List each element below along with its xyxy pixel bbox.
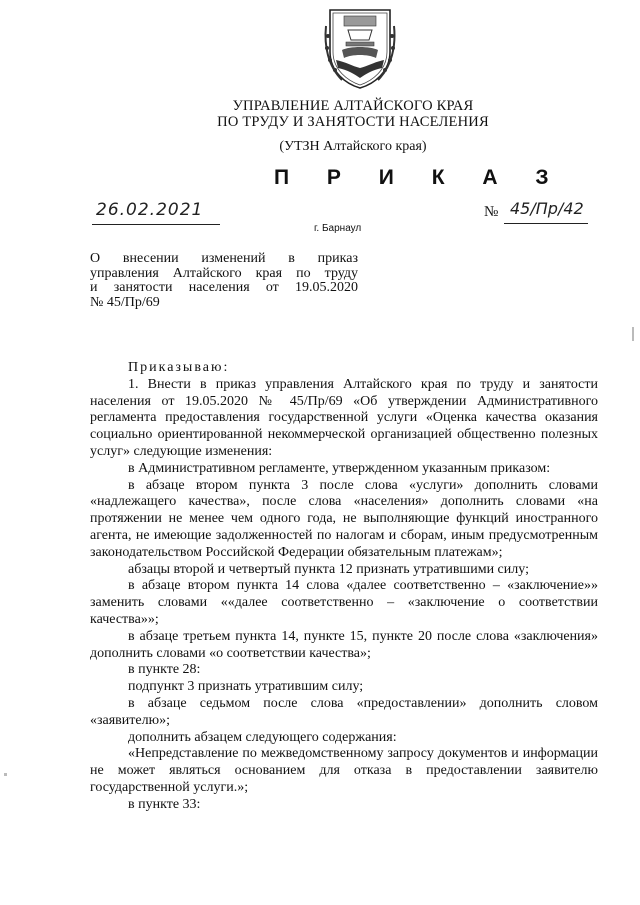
document-date-field <box>92 200 220 225</box>
body-paragraph: в абзаце седьмом после слова «предоставлении» дополнить словом «заявителю»; <box>90 695 598 728</box>
document-city: г. Барнаул <box>314 223 362 234</box>
body-paragraph: в пункте 33: <box>128 796 201 812</box>
scan-mark <box>4 773 7 776</box>
document-subject <box>90 252 358 310</box>
document-number-label: № <box>484 204 499 220</box>
document-date: 26.02.2021 <box>96 200 204 220</box>
subject-line: О внесении изменений в приказ <box>90 251 358 266</box>
body-paragraph: дополнить абзацем следующего содержания: <box>128 729 397 745</box>
scan-mark <box>632 327 634 341</box>
body-paragraph: «Непредставление по межведомственному запросу документов и информации не может являться основанием для отказа в предоставлении заявителю государственной услуги.»; <box>90 746 598 795</box>
document-number-field <box>504 199 588 224</box>
body-paragraph: в абзаце втором пункта 3 после слова «услуги» дополнить словами «надлежащего качества», после слова «населения» дополнить словами «на протяжении не менее чем одного года, не выполняющие функций иностранного агента, не имеющие задолженностей по налогам и сборам, иным предусмотренным законодательством Российской Федерации обязательным платежам»; <box>90 477 598 560</box>
body-paragraph: в абзаце втором пункта 14 слова «далее соответственно – «заключение»» заменить словами ««далее соответственно – «заключение о соответствии качества»»; <box>90 578 598 627</box>
coat-of-arms-emblem <box>322 6 398 90</box>
body-paragraph: 1. Внести в приказ управления Алтайского края по труду и занятости населения от 19.05.2020 № 45/Пр/69 «Об утверждении Административного регламента предоставления государственной услуги «Оценка качества оказания социально ориентированной некоммерческой организацией общественно полезных услуг» следующие изменения: <box>90 376 598 459</box>
subject-line: № 45/Пр/69 <box>90 294 160 310</box>
subject-line: управления Алтайского края по труду <box>90 265 358 281</box>
organization-abbreviation: (УТЗН Алтайского края) <box>279 139 427 154</box>
document-title: П Р И К А З <box>274 166 565 189</box>
body-paragraph: в абзаце третьем пункта 14, пункте 15, пункте 20 после слова «заключения» дополнить словами «о соответствии качества»; <box>90 628 598 661</box>
order-word: Приказываю: <box>128 360 230 375</box>
document-number: 45/Пр/42 <box>510 199 584 218</box>
body-paragraph: подпункт 3 признать утратившим силу; <box>128 679 364 695</box>
document-body <box>90 360 598 814</box>
organization-name-line-1: УПРАВЛЕНИЕ АЛТАЙСКОГО КРАЯ <box>232 98 474 114</box>
body-paragraph: абзацы второй и четвертый пункта 12 признать утратившими силу; <box>128 561 529 577</box>
body-paragraph: в пункте 28: <box>128 662 201 678</box>
organization-name-line-2: ПО ТРУДУ И ЗАНЯТОСТИ НАСЕЛЕНИЯ <box>217 114 489 130</box>
body-paragraph: в Административном регламенте, утвержденном указанным приказом: <box>128 460 551 476</box>
subject-line: и занятости населения от 19.05.2020 <box>90 280 358 295</box>
